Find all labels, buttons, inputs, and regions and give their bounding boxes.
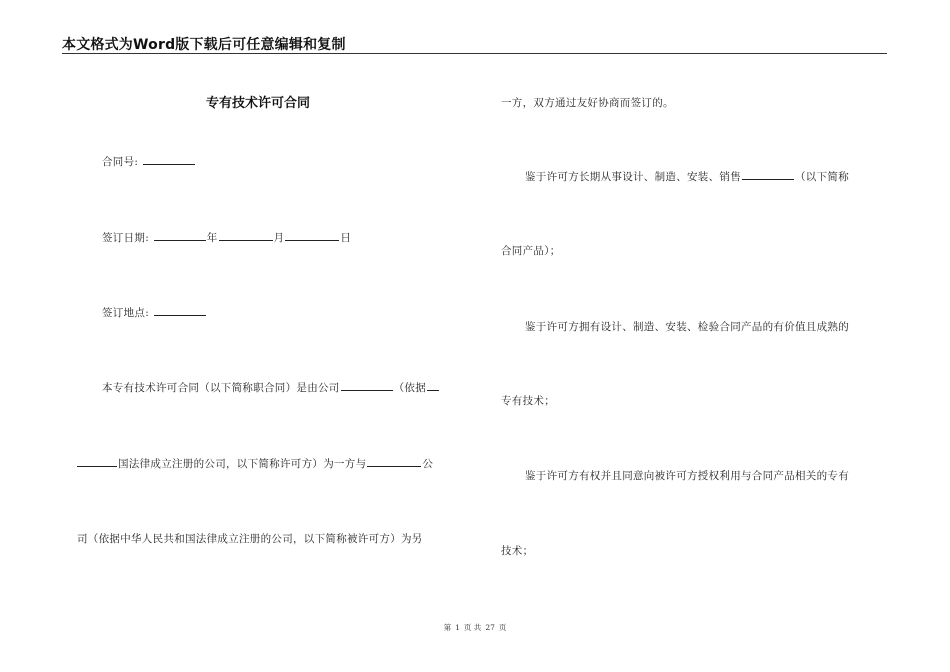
sign-date-label: 签订日期: xyxy=(102,232,150,244)
right-line-4: 鉴于许可方拥有设计、制造、安装、检验合同产品的有价值且成熟的 xyxy=(525,321,849,333)
country-blank-cont xyxy=(77,456,117,467)
paragraph-text: （以下简称 xyxy=(795,171,849,183)
paragraph-1-line-2 xyxy=(77,456,433,471)
day-label: 日 xyxy=(340,232,352,244)
right-line-1: 一方，双方通过友好协商而签订的。 xyxy=(501,97,674,109)
paragraph-1-line-3: 司（依据中华人民共和国法律成立注册的公司，以下简称被许可方）为另 xyxy=(77,533,423,545)
page-prefix: 第 xyxy=(443,623,452,632)
page-footer xyxy=(0,622,950,633)
document-header: 本文格式为Word版下载后可任意编辑和复制 xyxy=(62,37,346,53)
page-mid: 页 共 xyxy=(463,623,482,632)
paragraph-text: 鉴于许可方长期从事设计、制造、安装、销售 xyxy=(525,171,741,183)
page-current: 1 xyxy=(455,623,460,632)
month-label: 月 xyxy=(273,232,285,244)
company-blank xyxy=(341,380,393,391)
sign-place-blank xyxy=(154,305,206,316)
right-line-2 xyxy=(525,169,849,184)
document-title: 专有技术许可合同 xyxy=(206,96,311,111)
sign-place-line xyxy=(102,305,207,320)
country-blank xyxy=(427,380,439,391)
day-blank xyxy=(285,230,339,241)
page-suffix: 页 xyxy=(498,623,507,632)
paragraph-1-line-1 xyxy=(102,380,440,395)
year-label: 年 xyxy=(206,232,218,244)
contract-number-blank xyxy=(143,154,195,165)
paragraph-text: 公 xyxy=(422,458,434,470)
right-line-5: 专有技术； xyxy=(501,395,555,407)
paragraph-text: （依据 xyxy=(393,382,427,394)
right-line-6: 鉴于许可方有权并且同意向被许可方授权利用与合同产品相关的专有 xyxy=(525,470,849,482)
header-divider xyxy=(62,53,887,54)
sign-date-line xyxy=(102,230,351,245)
paragraph-text: 国法律成立注册的公司，以下简称许可方）为一方与 xyxy=(118,458,367,470)
sign-place-label: 签订地点: xyxy=(102,307,150,319)
licensee-company-blank xyxy=(367,456,421,467)
right-line-7: 技术； xyxy=(501,545,534,557)
contract-number-line xyxy=(102,154,196,169)
page-total: 27 xyxy=(485,623,495,632)
right-line-3: 合同产品）； xyxy=(501,245,561,257)
contract-number-label: 合同号: xyxy=(102,156,139,168)
year-blank xyxy=(154,230,206,241)
month-blank xyxy=(219,230,273,241)
product-blank xyxy=(742,169,794,180)
paragraph-text: 本专有技术许可合同（以下简称职合同）是由公司 xyxy=(102,382,340,394)
